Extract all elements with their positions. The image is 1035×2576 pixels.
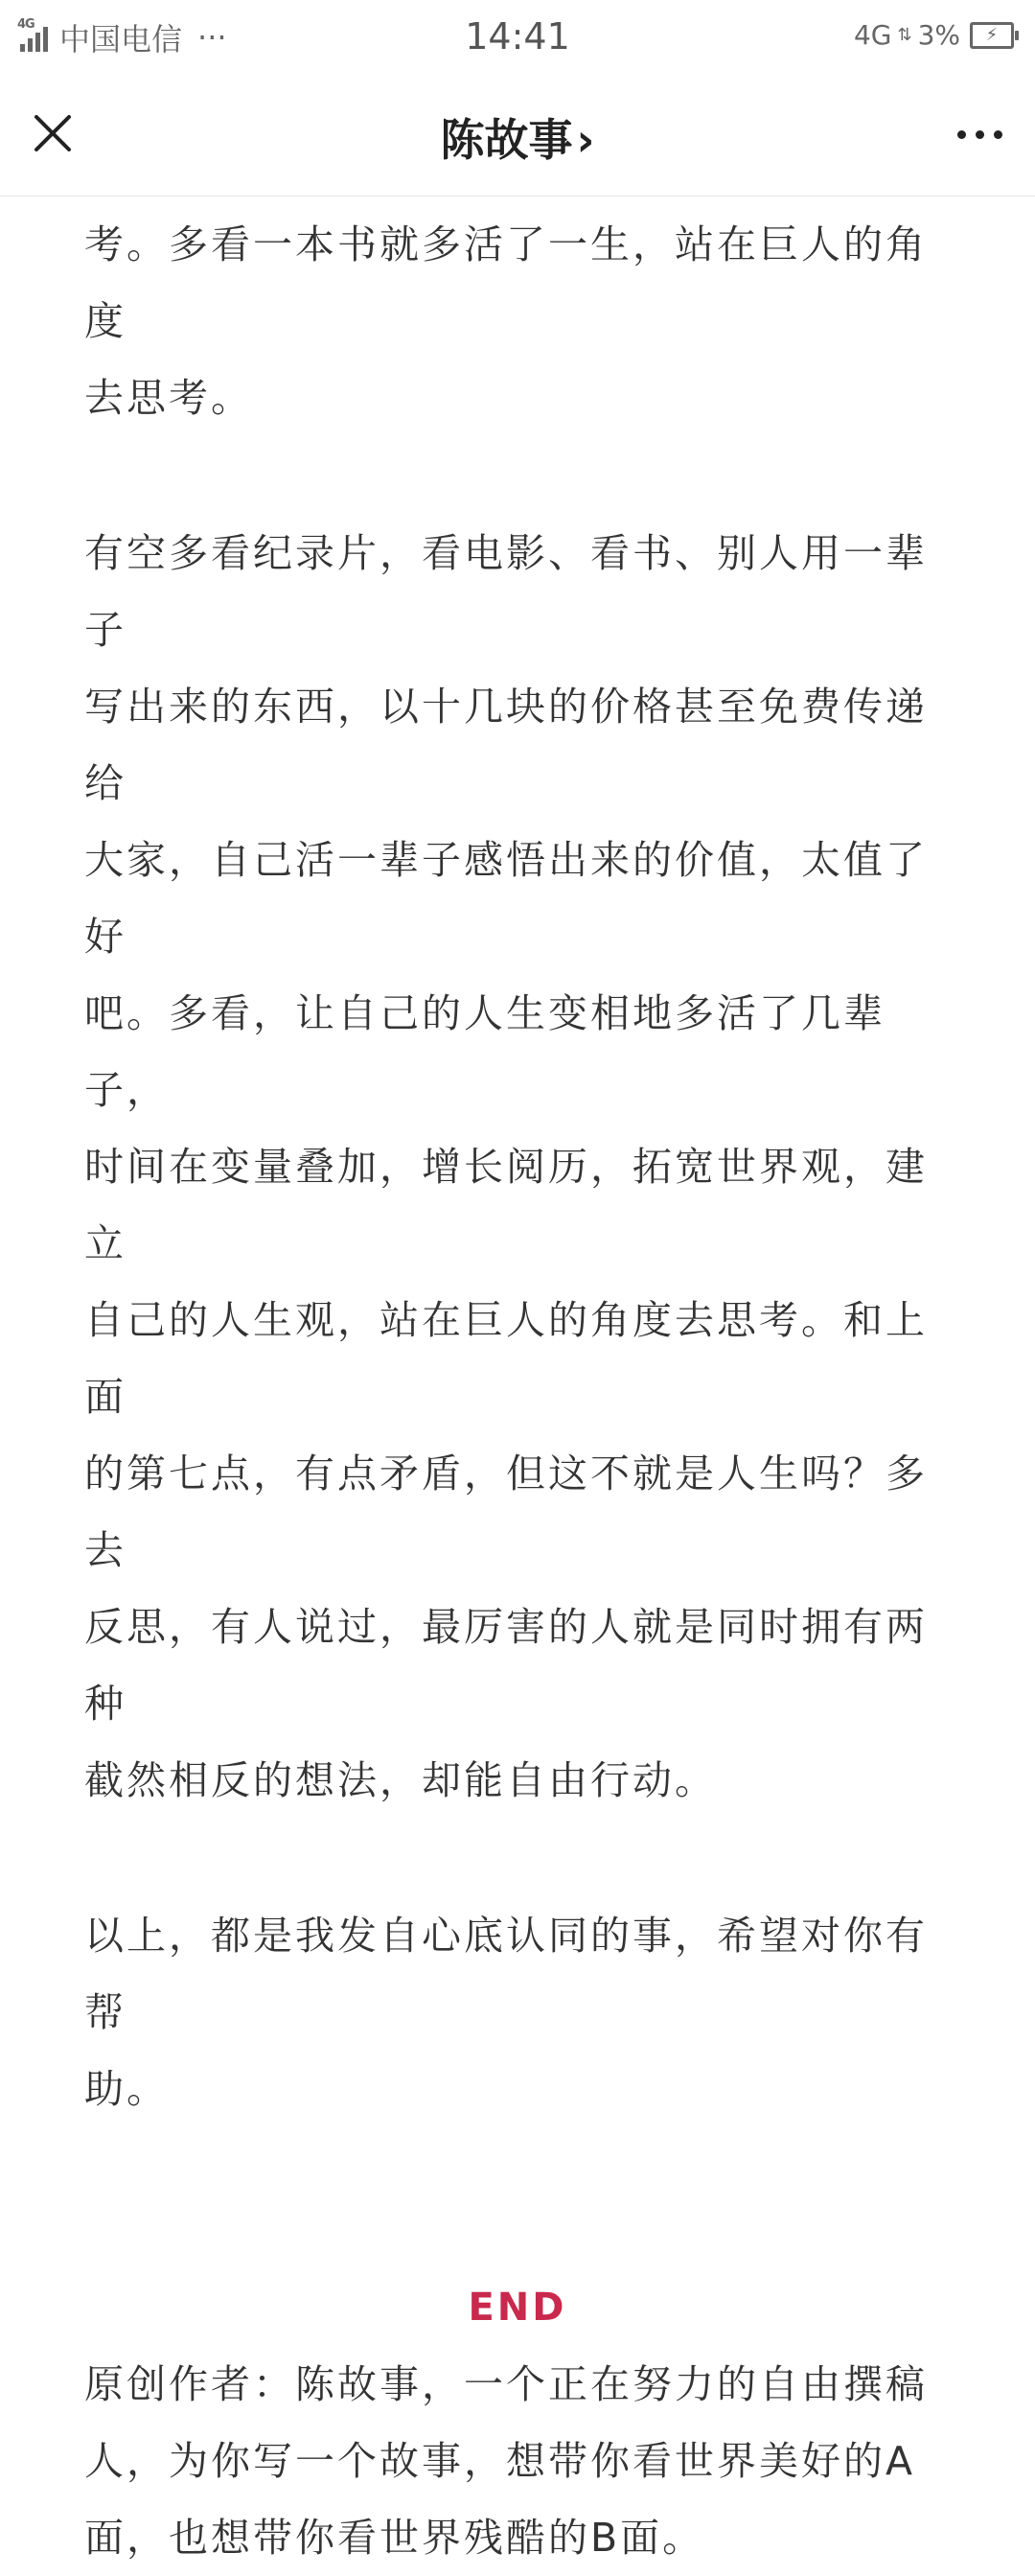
article-paragraph: 有空多看纪录片，看电影、看书、别人用一辈子 写出来的东西，以十几块的价格甚至免费传递给 大家，自己活一辈子感悟出来的价值，太值了好 吧。多看，让自己的人生变相地多活了几辈子， 时间在变量叠加，增长阅历，拓宽世界观，建立 自己的人生观，站在巨人的角度去思考。和上面 的第七点，有点矛盾，但这不就是人生吗？多去 反思，有人说过，最厉害的人就是同时拥有两种 截然相反的想法，却能自由行动。 [84,530,928,1803]
article-paragraph: 以上，都是我发自心底认同的事，希望对你有帮 助。 [84,1913,928,2112]
charging-bolt-icon: ⚡ [985,24,999,45]
more-icon-dot [994,130,1002,139]
more-icon-dot [976,130,984,139]
article-paragraph: 考。多看一本书就多活了一生，站在巨人的角度 去思考。 [84,221,928,421]
more-options-button[interactable] [951,115,1008,153]
status-right [854,19,1014,51]
battery-charging-icon [970,22,1014,49]
status-more-indicator: ··· [197,19,227,56]
network-type-label: 4G [17,17,34,32]
status-bar [0,0,1035,77]
paragraph-spacer [84,1819,958,1897]
more-icon-dot [957,130,966,139]
author-bio: 原创作者：陈故事，一个正在努力的自由撰稿 人，为你写一个故事，想带你看世界美好的A 面，也想带你看世界残酷的B面。 [84,2361,928,2561]
paragraph-spacer [84,436,958,515]
page-title: 陈故事 [440,114,573,166]
end-label: END [468,2286,567,2330]
account-title-link[interactable] [0,105,1035,169]
status-time: 14:41 [465,15,570,58]
article-body [84,206,958,2576]
network-type-right: 4G [853,19,892,51]
data-arrows-icon: ⇅ [897,25,912,45]
battery-percent: 3% [917,19,960,51]
section-spacer [84,2127,958,2269]
navigation-bar [0,77,1035,197]
chevron-right-icon: › [576,114,595,166]
carrier-name: 中国电信 [59,21,183,58]
